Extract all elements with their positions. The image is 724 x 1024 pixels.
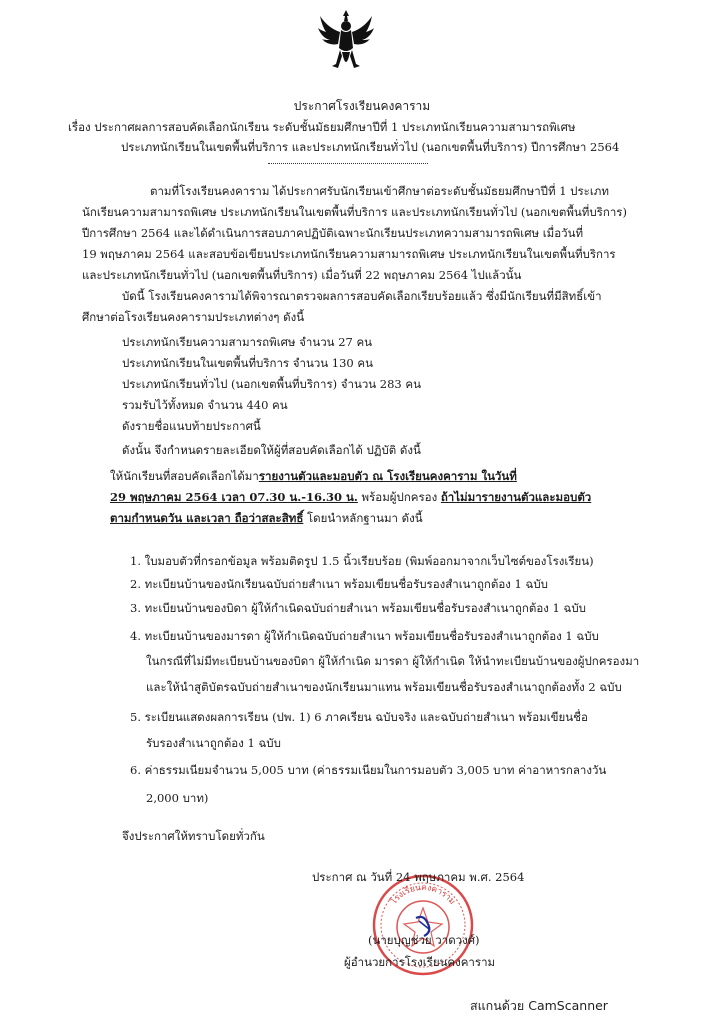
count-special: ประเภทนักเรียนความสามารถพิเศษ จำนวน 27 คน [122, 335, 373, 349]
signatory-position: ผู้อำนวยการโรงเรียนคงคาราม [344, 955, 496, 969]
report-line-1-emphasis: รายงานตัวและมอบตัว ณ โรงเรียนคงคาราม ในวันที่ [258, 469, 517, 483]
count-total: รวมรับไว้ทั้งหมด จำนวน 440 คน [122, 398, 288, 412]
count-district: ประเภทนักเรียนในเขตพื้นที่บริการ จำนวน 130 คน [122, 356, 373, 370]
svg-text:โรงเรียนคงคาราม [388, 883, 457, 907]
report-line-3 [110, 511, 423, 525]
announcer-title: ประกาศโรงเรียนคงคาราม [293, 99, 431, 113]
stamp-text: โรงเรียนคงคาราม [388, 882, 458, 907]
report-line-2 [110, 490, 591, 504]
para2-line-2: ศึกษาต่อโรงเรียนคงคารามประเภทต่างๆ ดังนี้ [82, 310, 305, 324]
para2-line-1: บัดนี้ โรงเรียนคงคารามได้พิจารณาตรวจผลการสอบคัดเลือกเรียบร้อยแล้ว ซึ่งมีนักเรียนที่มีสิทธิ์เข้า [122, 289, 602, 303]
report-forfeit-warning: ถ้าไม่มารายงานตัวและมอบตัว [440, 490, 592, 504]
report-forfeit-rule: ตามกำหนดวัน และเวลา ถือว่าสละสิทธิ์ [110, 511, 304, 525]
para1-line-1: ตามที่โรงเรียนคงคาราม ได้ประกาศรับนักเรียนเข้าศึกษาต่อระดับชั้นมัธยมศึกษาปีที่ 1 ประเภท [150, 184, 609, 198]
report-evidence-intro: โดยนำหลักฐานมา ดังนี้ [303, 511, 423, 525]
doc-item-4: 4. ทะเบียนบ้านของมารดา ผู้ให้กำเนิดฉบับถ่ายสำเนา พร้อมเขียนชื่อรับรองสำเนาถูกต้อง 1 ฉบับ [130, 629, 599, 643]
para1-line-3: ปีการศึกษา 2564 และได้ดำเนินการสอบภาคปฏิบัติเฉพาะนักเรียนประเภทความสามารถพิเศษ เมื่อวันที่ [82, 226, 584, 240]
para3: ดังนั้น จึงกำหนดรายละเอียดให้ผู้ที่สอบคัดเลือกได้ ปฏิบัติ ดังนี้ [122, 443, 421, 457]
signatory-name: (นายบุญช่วย วาดวงศ์) [368, 933, 480, 947]
announcement-date: ประกาศ ณ วันที่ 24 พฤษภาคม พ.ศ. 2564 [312, 870, 525, 884]
para1-line-4: 19 พฤษภาคม 2564 และสอบข้อเขียนประเภทนักเรียนความสามารถพิเศษ ประเภทนักเรียนในเขตพื้นที่บริการ [82, 247, 616, 261]
doc-item-5-cont: รับรองสำเนาถูกต้อง 1 ฉบับ [146, 736, 281, 750]
doc-item-3: 3. ทะเบียนบ้านของบิดา ผู้ให้กำเนิดฉบับถ่ายสำเนา พร้อมเขียนชื่อรับรองสำเนาถูกต้อง 1 ฉบับ [130, 601, 586, 615]
doc-item-4-note-1: ในกรณีที่ไม่มีทะเบียนบ้านของบิดา ผู้ให้กำเนิด มารดา ผู้ให้กำเนิด ให้นำทะเบียนบ้านของผู้ปกครองมา [146, 654, 640, 668]
report-guardian: พร้อมผู้ปกครอง [357, 490, 441, 504]
subject-line-2: ประเภทนักเรียนในเขตพื้นที่บริการ และประเภทนักเรียนทั่วไป (นอกเขตพื้นที่บริการ) ปีการศึกษา 2564 [121, 140, 620, 154]
para1-line-2: นักเรียนความสามารถพิเศษ ประเภทนักเรียนในเขตพื้นที่บริการ และประเภทนักเรียนทั่วไป (นอกเขตพื้นที่บริการ) [82, 205, 627, 219]
report-line-1 [110, 469, 517, 483]
doc-item-2: 2. ทะเบียนบ้านของนักเรียนฉบับถ่ายสำเนา พร้อมเขียนชื่อรับรองสำเนาถูกต้อง 1 ฉบับ [130, 577, 548, 591]
report-date-time: 29 พฤษภาคม 2564 เวลา 07.30 น.-16.30 น. [110, 490, 358, 504]
count-general: ประเภทนักเรียนทั่วไป (นอกเขตพื้นที่บริการ) จำนวน 283 คน [122, 377, 421, 391]
para1-line-5: และประเภทนักเรียนทั่วไป (นอกเขตพื้นที่บริการ) เมื่อวันที่ 22 พฤษภาคม 2564 ไปแล้วนั้น [82, 268, 522, 282]
doc-item-5: 5. ระเบียนแสดงผลการเรียน (ปพ. 1) 6 ภาคเรียน ฉบับจริง และฉบับถ่ายสำเนา พร้อมเขียนชื่อ [130, 710, 588, 724]
doc-item-6-cont: 2,000 บาท) [146, 791, 209, 805]
garuda-emblem-icon [316, 8, 376, 78]
divider [268, 163, 428, 164]
doc-item-1: 1. ใบมอบตัวที่กรอกข้อมูล พร้อมติดรูป 1.5 นิ้วเรียบร้อย (พิมพ์ออกมาจากเว็บไซต์ของโรงเรียน) [130, 554, 594, 568]
camscanner-watermark: สแกนด้วย CamScanner [470, 998, 608, 1013]
closing-line: จึงประกาศให้ทราบโดยทั่วกัน [122, 829, 265, 843]
doc-item-6: 6. ค่าธรรมเนียมจำนวน 5,005 บาท (ค่าธรรมเนียมในการมอบตัว 3,005 บาท ค่าอาหารกลางวัน [130, 763, 607, 777]
name-list-note: ดังรายชื่อแนบท้ายประกาศนี้ [122, 419, 261, 433]
doc-item-4-note-2: และให้นำสูติบัตรฉบับถ่ายสำเนาของนักเรียนมาแทน พร้อมเขียนชื่อรับรองสำเนาถูกต้องทั้ง 2 ฉบับ [146, 680, 622, 694]
subject-line-1: เรื่อง ประกาศผลการสอบคัดเลือกนักเรียน ระดับชั้นมัธยมศึกษาปีที่ 1 ประเภทนักเรียนความสามารถพิเศษ [68, 120, 576, 134]
report-line-1-intro: ให้นักเรียนที่สอบคัดเลือกได้มา [110, 469, 259, 483]
